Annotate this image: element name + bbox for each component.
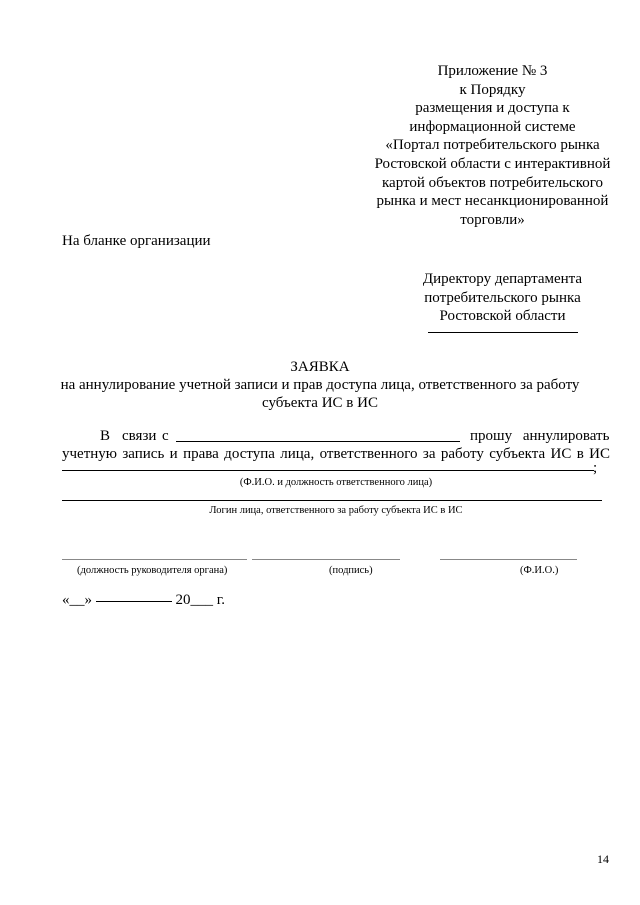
- appendix-line: информационной системе: [409, 118, 576, 135]
- document-title: [60, 358, 580, 412]
- date-year: 20___: [175, 592, 213, 608]
- signature-line: [252, 559, 400, 560]
- page-number: 14: [597, 852, 609, 866]
- appendix-line: рынка и мест несанкционированной: [376, 193, 609, 210]
- body-line-2: учетную запись и права доступа лица, ответственного за работу субъекта ИС в ИС: [62, 446, 610, 462]
- appendix-line: Приложение № 3: [437, 63, 548, 79]
- addressee-line: потребительского рынка: [424, 289, 581, 306]
- appendix-line: Ростовской области с интерактивной: [374, 155, 611, 172]
- appendix-line: торговли»: [460, 211, 525, 228]
- addressee-block: [410, 270, 595, 333]
- title-heading: ЗАЯВКА: [290, 359, 350, 375]
- appendix-line: размещения и доступа к: [415, 100, 570, 117]
- letterhead-note: На бланке организации: [62, 233, 211, 249]
- appendix-header: [360, 62, 625, 229]
- semicolon: ;: [593, 460, 598, 476]
- name-line: [440, 559, 577, 560]
- addressee-name-line: [428, 332, 578, 333]
- person-hint: (Ф.И.О. и должность ответственного лица): [239, 477, 433, 488]
- title-subline: субъекта ИС в ИС: [262, 395, 378, 411]
- appendix-line: «Портал потребительского рынка: [385, 137, 600, 154]
- login-hint: Логин лица, ответственного за работу субъекта ИС в ИС: [209, 505, 463, 516]
- date-suffix: г.: [216, 592, 225, 608]
- date-day: «__»: [62, 592, 92, 608]
- addressee-line: Директору департамента: [422, 271, 583, 287]
- body-word: связи: [122, 428, 157, 444]
- name-caption: (Ф.И.О.): [520, 565, 559, 576]
- login-fill-line: [62, 500, 602, 501]
- position-caption: (должность руководителя органа): [77, 565, 228, 576]
- person-fill-line: [62, 470, 594, 471]
- position-line: [62, 559, 247, 560]
- addressee-line: Ростовской области: [439, 308, 566, 325]
- date-line: [62, 592, 225, 609]
- appendix-line: к Порядку: [459, 81, 526, 98]
- title-subline: на аннулирование учетной записи и прав доступа лица, ответственного за работу: [60, 377, 580, 393]
- appendix-line: картой объектов потребительского: [382, 174, 603, 191]
- body-word: с: [162, 428, 169, 444]
- date-month-line: [96, 601, 172, 602]
- reason-fill-line: [176, 441, 460, 442]
- signature-caption: (подпись): [329, 565, 373, 576]
- body-word: В: [100, 428, 111, 444]
- body-line-1: [62, 428, 610, 446]
- body-word: прошу аннулировать: [470, 428, 610, 444]
